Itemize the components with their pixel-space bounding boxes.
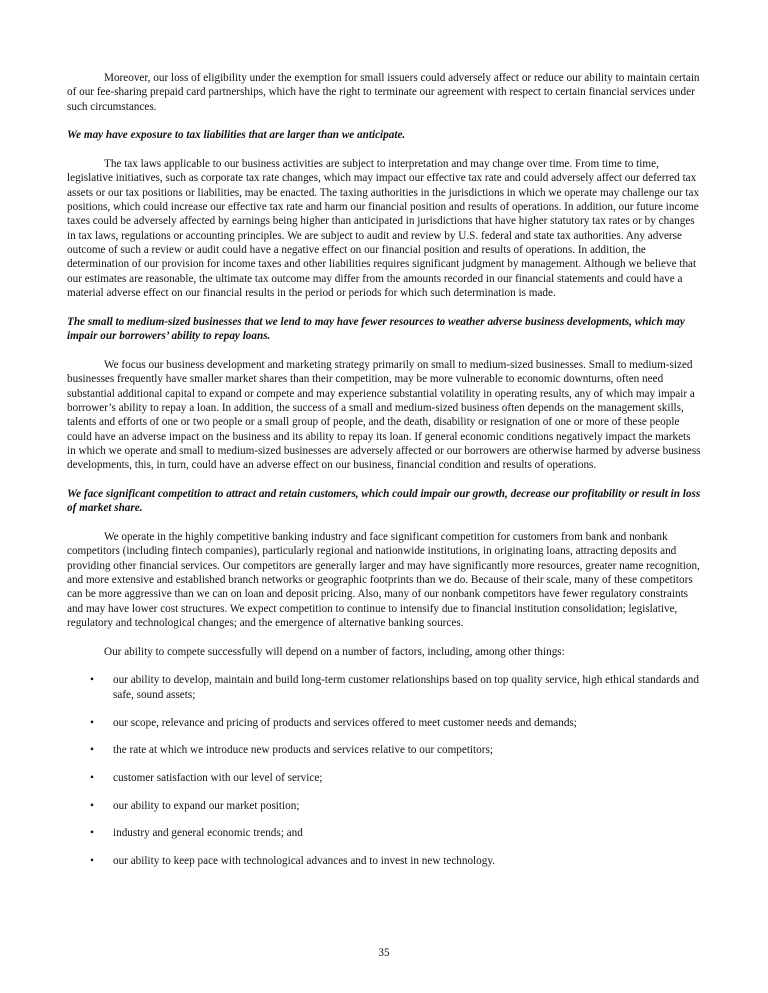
bullet-marker: • [90, 799, 94, 812]
paragraph-tax-laws: The tax laws applicable to our business activities are subject to interpretation and may change over time. From time to time, legislative initiatives, such as corporate tax rate changes, which may impact our effective tax rate and could adversely affect our deferred tax assets or our tax positions or liabilities, may be enacted. The taxing authorities in the jurisdictions in which we operate may challenge our tax positions, which could increase our effective tax rate and harm our financial position and results of operations. In addition, our future income taxes could be adversely affected by earnings being higher than anticipated in jurisdictions that have higher statutory tax rates or by changes in tax laws, regulations or accounting principles. We are subject to audit and review by U.S. federal and state tax authorities. Any adverse outcome of such a review or audit could have a negative effect on our financial position and results of operations. In addition, the determination of our provision for income taxes and other liabilities requires significant judgment by management. Although we believe that our estimates are reasonable, the ultimate tax outcome may differ from the amounts recorded in our financial statements and could have a material adverse effect on our financial results in the period or periods for which such determination is made. [67, 158, 700, 300]
page-number: 35 [378, 947, 390, 959]
list-item-text: our ability to develop, maintain and build long-term customer relationships based on top quality service, high ethical standards and safe, sound assets; [113, 674, 699, 701]
list-item [67, 743, 702, 757]
factors-list [67, 673, 702, 868]
paragraph-competition: We operate in the highly competitive banking industry and face significant competition for customers from bank and nonbank competitors (including fintech companies), particularly regional and nationwide institutions, in originating loans, attracting deposits and providing other financial services. Our competitors are generally larger and may have significantly more resources, greater name recognition, and more extensive and established branch networks or geographic footprints than we do. Because of their scale, many of these competitors can be more aggressive than we can on loan and deposit pricing. Also, many of our nonbank competitors have fewer regulatory constraints and may have lower cost structures. We expect competition to continue to intensify due to financial institution consolidation; legislative, regulatory and technological changes; and the emergence of alternative banking sources. [67, 531, 700, 630]
paragraph-exemption-loss: Moreover, our loss of eligibility under the exemption for small issuers could adversely affect or reduce our ability to maintain certain of our fee-sharing prepaid card partnerships, which have the right to terminate our agreement with respect to certain financial services under such circumstances. [67, 72, 700, 113]
heading-tax-liabilities: We may have exposure to tax liabilities that are larger than we anticipate. [67, 129, 406, 142]
list-item-text: our ability to expand our market position; [113, 799, 300, 812]
list-item [67, 716, 702, 730]
bullet-marker: • [90, 744, 94, 757]
list-item [67, 799, 702, 813]
heading-smb-borrowers: The small to medium-sized businesses that we lend to may have fewer resources to weather adverse business developments, which may impair our borrowers’ ability to repay loans. [67, 315, 685, 343]
heading-competition: We face significant competition to attract and retain customers, which could impair our growth, decrease our profitability or result in loss of market share. [67, 487, 701, 515]
bullet-marker: • [90, 674, 94, 687]
list-item-text: our scope, relevance and pricing of products and services offered to meet customer needs and demands; [113, 716, 577, 729]
list-item-text: the rate at which we introduce new products and services relative to our competitors; [113, 744, 493, 757]
bullet-marker: • [90, 827, 94, 840]
paragraph-smb-focus: We focus our business development and marketing strategy primarily on small to medium-sized businesses. Small to medium-sized businesses frequently have smaller market shares than their competition, may be more vulnerable to economic downturns, often need substantial additional capital to expand or compete and may experience substantial volatility in operating results, any of which may impair a borrower’s ability to repay a loan. In addition, the success of a small and medium-sized business often depends on the management skills, talents and efforts of one or two people or a small group of people, and the death, disability or resignation of one or more of these people could have an adverse impact on the business and its ability to repay its loan. If general economic conditions negatively impact the markets in which we operate and small to medium-sized businesses are adversely affected or our borrowers are otherwise harmed by adverse business developments, this, in turn, could have an adverse effect on our business, financial condition and results of operations. [67, 358, 701, 472]
paragraph-factors-intro: Our ability to compete successfully will depend on a number of factors, including, among other things: [104, 645, 565, 658]
list-item [67, 826, 702, 840]
bullet-marker: • [90, 855, 94, 868]
bullet-marker: • [90, 716, 94, 729]
list-item [67, 854, 702, 868]
list-item [67, 771, 702, 785]
list-item [67, 673, 702, 702]
list-item-text: customer satisfaction with our level of service; [113, 771, 323, 784]
bullet-marker: • [90, 771, 94, 784]
page-content [67, 71, 702, 882]
list-item-text: our ability to keep pace with technological advances and to invest in new technology. [113, 855, 496, 868]
list-item-text: industry and general economic trends; and [113, 827, 303, 840]
